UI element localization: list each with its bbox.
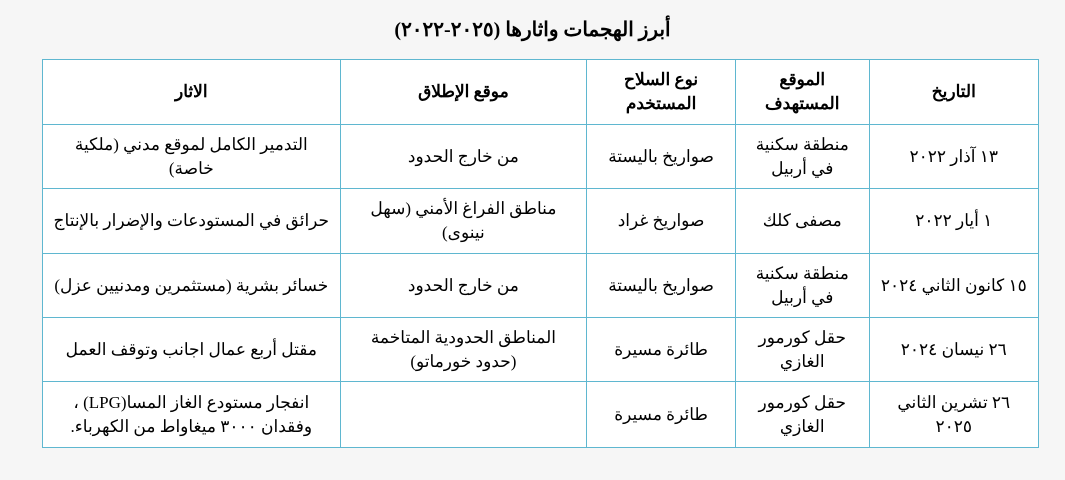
cell-effects: انفجار مستودع الغاز المسا(LPG) ، وفقدان ٣٠٠٠ ميغاواط من الكهرباء. — [43, 382, 341, 448]
cell-weapon: صواريخ باليستة — [587, 254, 736, 318]
cell-weapon: صواريخ غراد — [587, 189, 736, 254]
column-header-effects: الاثار — [43, 60, 341, 125]
cell-target: منطقة سكنية في أربيل — [735, 254, 869, 318]
cell-launch — [340, 382, 587, 448]
column-header-launch: موقع الإطلاق — [340, 60, 587, 125]
cell-date: ١٣ آذار ٢٠٢٢ — [869, 125, 1038, 189]
table-title: أبرز الهجمات واثارها (٢٠٢٥-٢٠٢٢) — [394, 19, 671, 41]
cell-date: ٢٦ تشرين الثاني ٢٠٢٥ — [869, 382, 1038, 448]
cell-weapon: طائرة مسيرة — [587, 382, 736, 448]
table-row — [43, 318, 1039, 382]
cell-effects: التدمير الكامل لموقع مدني (ملكية خاصة) — [43, 125, 341, 189]
column-header-weapon: نوع السلاح المستخدم — [587, 60, 736, 125]
cell-launch: من خارج الحدود — [340, 254, 587, 318]
attacks-table — [42, 59, 1039, 448]
table-row — [43, 125, 1039, 189]
cell-date: ٢٦ نيسان ٢٠٢٤ — [869, 318, 1038, 382]
table-row — [43, 254, 1039, 318]
cell-weapon: صواريخ باليستة — [587, 125, 736, 189]
cell-weapon: طائرة مسيرة — [587, 318, 736, 382]
cell-launch: المناطق الحدودية المتاخمة (حدود خورماتو) — [340, 318, 587, 382]
table-header-row — [43, 60, 1039, 125]
cell-launch: من خارج الحدود — [340, 125, 587, 189]
column-header-target: الموقع المستهدف — [735, 60, 869, 125]
table-row — [43, 189, 1039, 254]
cell-effects: خسائر بشرية (مستثمرين ومدنيين عزل) — [43, 254, 341, 318]
cell-effects: حرائق في المستودعات والإضرار بالإنتاج — [43, 189, 341, 254]
cell-launch: مناطق الفراغ الأمني (سهل نينوى) — [340, 189, 587, 254]
table-row — [43, 382, 1039, 448]
cell-target: مصفى كلك — [735, 189, 869, 254]
cell-target: حقل كورمور الغازي — [735, 318, 869, 382]
column-header-date: التاريخ — [869, 60, 1038, 125]
cell-date: ١٥ كانون الثاني ٢٠٢٤ — [869, 254, 1038, 318]
cell-effects: مقتل أربع عمال اجانب وتوقف العمل — [43, 318, 341, 382]
cell-target: منطقة سكنية في أربيل — [735, 125, 869, 189]
cell-target: حقل كورمور الغازي — [735, 382, 869, 448]
cell-date: ١ أيار ٢٠٢٢ — [869, 189, 1038, 254]
